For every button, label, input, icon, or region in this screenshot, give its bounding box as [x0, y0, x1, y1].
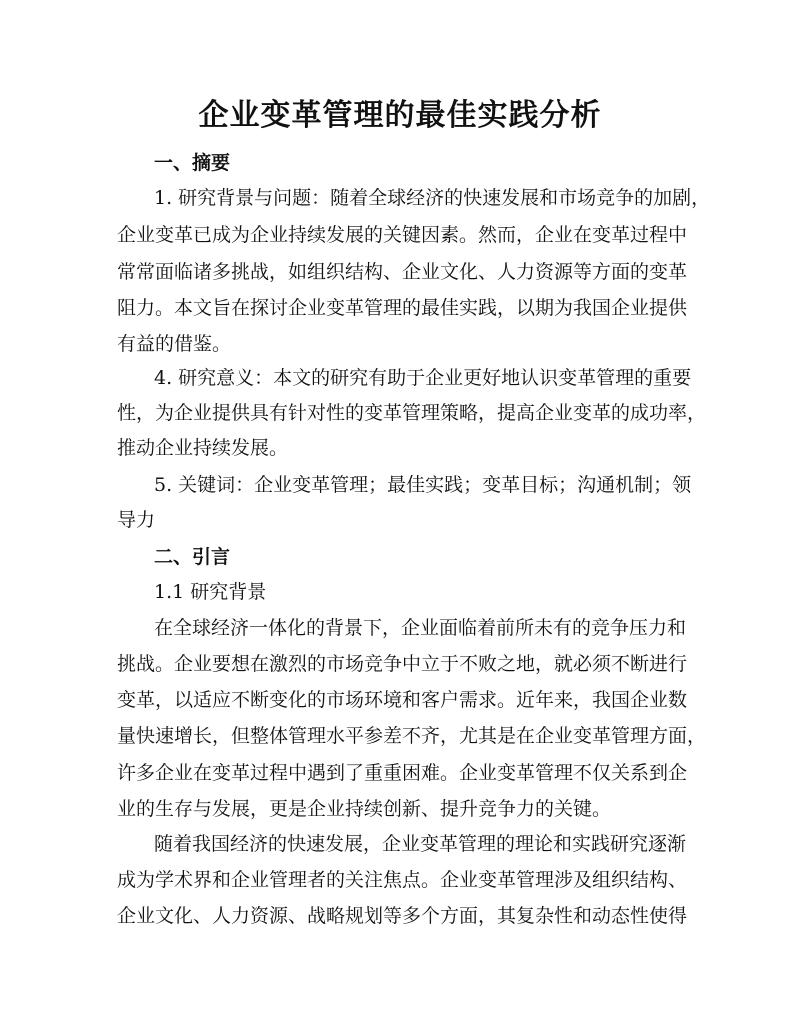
abstract-p5-line-2: 导力	[117, 509, 156, 531]
section-heading-abstract: 一、摘要	[154, 152, 231, 174]
intro-para1-line-2: 挑战。企业要想在激烈的市场竞争中立于不败之地，就必须不断进行	[117, 653, 688, 675]
abstract-p5-line-1: 5. 关键词：企业变革管理；最佳实践；变革目标；沟通机制；领	[154, 474, 692, 496]
abstract-p4-line-2: 性，为企业提供具有针对性的变革管理策略，提高企业变革的成功率，	[117, 402, 707, 424]
intro-para2-line-2: 成为学术界和企业管理者的关注焦点。企业变革管理涉及组织结构、	[117, 869, 688, 891]
intro-para1-line-3: 变革，以适应不断变化的市场环境和客户需求。近年来，我国企业数	[117, 689, 688, 711]
intro-para1-line-6: 业的生存与发展，更是企业持续创新、提升竞争力的关键。	[117, 798, 612, 820]
abstract-p1-line-3: 常常面临诸多挑战，如组织结构、企业文化、人力资源等方面的变革	[117, 261, 688, 283]
abstract-p1-line-4: 阻力。本文旨在探讨企业变革管理的最佳实践，以期为我国企业提供	[117, 297, 688, 319]
intro-para1-line-1: 在全球经济一体化的背景下，企业面临着前所未有的竞争压力和	[154, 617, 687, 639]
subsection-heading-background: 1.1 研究背景	[154, 581, 267, 603]
intro-para1-line-4: 量快速增长，但整体管理水平参差不齐，尤其是在企业变革管理方面，	[117, 725, 707, 747]
abstract-p1-line-5: 有益的借鉴。	[117, 333, 232, 355]
intro-para2-line-1: 随着我国经济的快速发展，企业变革管理的理论和实践研究逐渐	[154, 833, 687, 855]
abstract-p1-line-2: 企业变革已成为企业持续发展的关键因素。然而，企业在变革过程中	[117, 224, 688, 246]
section-heading-introduction: 二、引言	[154, 546, 231, 568]
abstract-p1-line-1: 1. 研究背景与问题：随着全球经济的快速发展和市场竞争的加剧，	[154, 187, 711, 209]
abstract-p4-line-1: 4. 研究意义：本文的研究有助于企业更好地认识变革管理的重要	[154, 367, 692, 389]
intro-para1-line-5: 许多企业在变革过程中遇到了重重困难。企业变革管理不仅关系到企	[117, 762, 688, 784]
intro-para2-line-3: 企业文化、人力资源、战略规划等多个方面，其复杂性和动态性使得	[117, 905, 688, 927]
abstract-p4-line-3: 推动企业持续发展。	[117, 437, 289, 459]
document-title: 企业变革管理的最佳实践分析	[198, 98, 602, 133]
